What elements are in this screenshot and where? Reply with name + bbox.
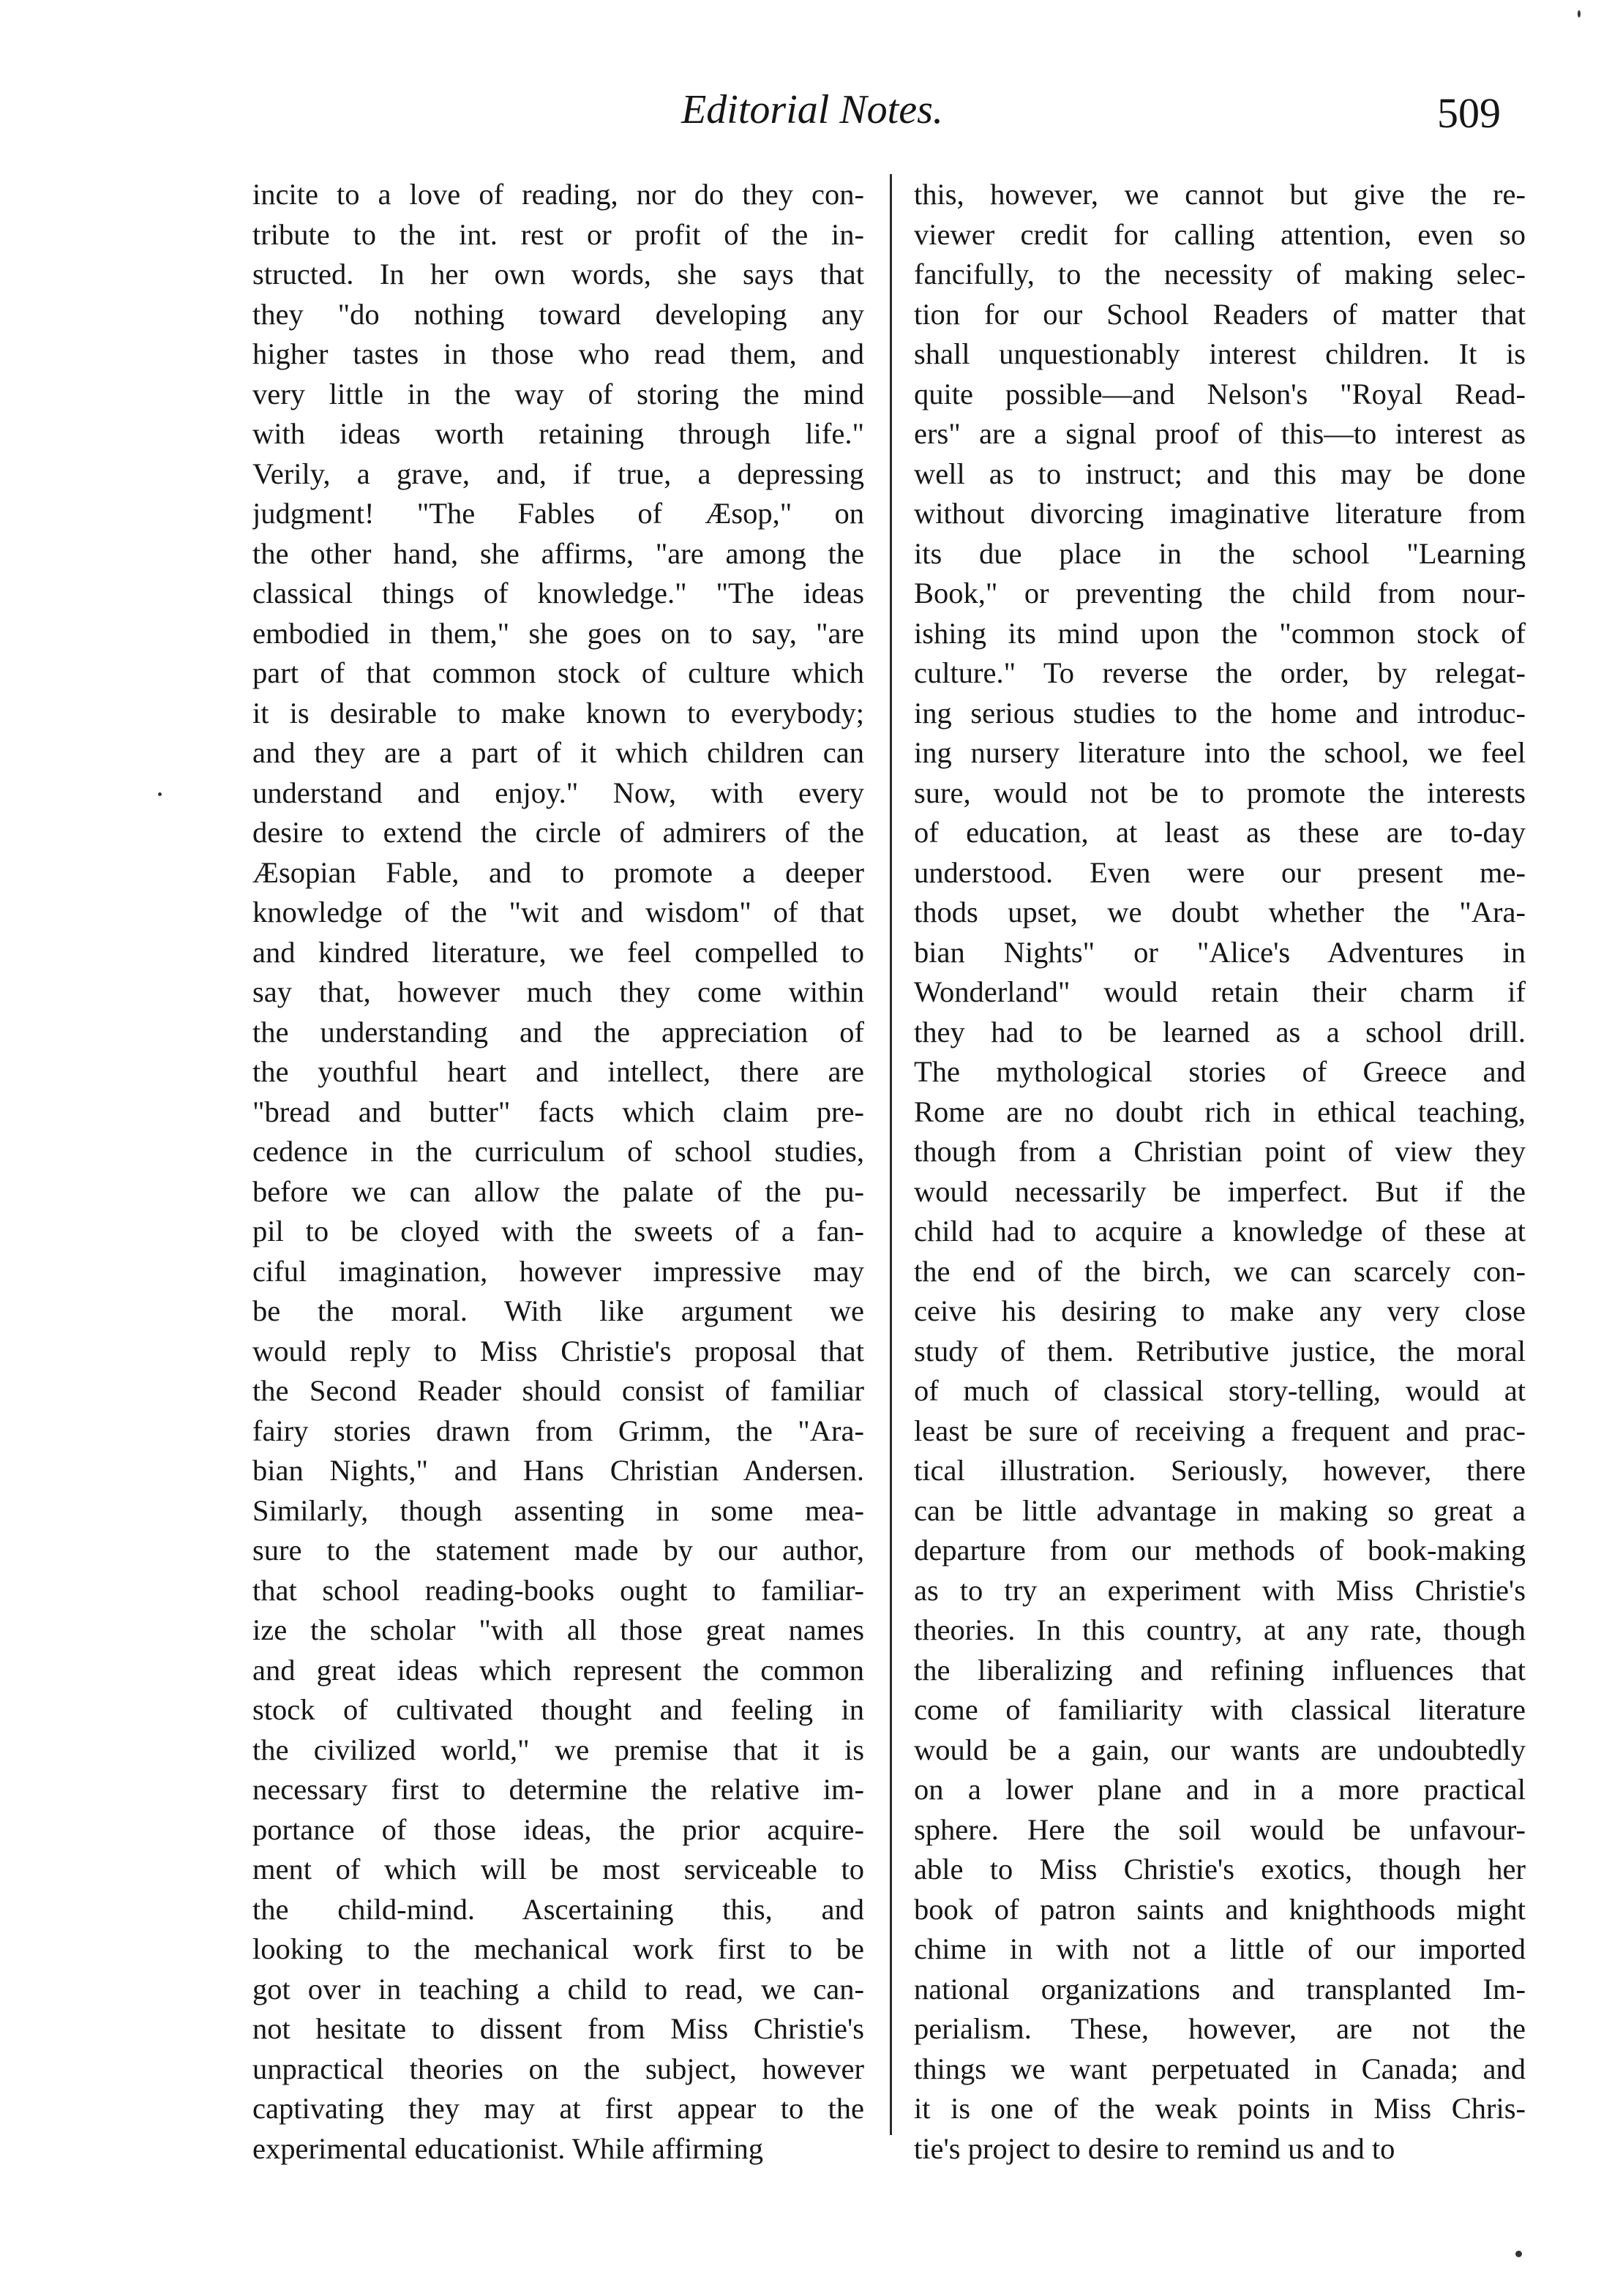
right-column-line: sure, would not be to promote the interests xyxy=(914,776,1526,809)
right-column-line: tical illustration. Seriously, however, there xyxy=(914,1454,1526,1487)
right-column-line: ing nursery literature into the school, we feel xyxy=(914,736,1526,769)
left-column-line: higher tastes in those who read them, and xyxy=(252,337,864,370)
left-column-line: the understanding and the appreciation of xyxy=(252,1015,864,1048)
left-column-line: judgment! "The Fables of Æsop," on xyxy=(252,497,864,530)
left-column-line: they "do nothing toward developing any xyxy=(252,297,864,331)
right-column-line: chime in with not a little of our imported xyxy=(914,1932,1526,1965)
right-column-line: come of familiarity with classical literature xyxy=(914,1693,1526,1726)
left-column-line: would reply to Miss Christie's proposal that xyxy=(252,1334,864,1368)
right-column-line: things we want perpetuated in Canada; and xyxy=(914,2052,1526,2085)
left-column-line: the youthful heart and intellect, there are xyxy=(252,1055,864,1088)
right-column-line: the end of the birch, we can scarcely con- xyxy=(914,1254,1526,1288)
right-column-line: ceive his desiring to make any very close xyxy=(914,1294,1526,1327)
right-column-line: on a lower plane and in a more practical xyxy=(914,1773,1526,1806)
right-column-line: Book," or preventing the child from nour- xyxy=(914,577,1526,609)
right-column-line: would necessarily be imperfect. But if the xyxy=(914,1174,1526,1208)
left-column-line: ize the scholar "with all those great names xyxy=(252,1613,864,1646)
left-column-line: cedence in the curriculum of school studies, xyxy=(252,1135,864,1168)
left-column-line: not hesitate to dissent from Miss Christie's xyxy=(252,2012,864,2045)
left-column-line: the Second Reader should consist of familiar xyxy=(252,1374,864,1407)
right-column-line: culture." To reverse the order, by relegat- xyxy=(914,656,1526,689)
right-column-line: departure from our methods of book-making xyxy=(914,1534,1526,1567)
right-column-line: tie's project to desire to remind us and to xyxy=(914,2131,1395,2165)
right-column-line: they had to be learned as a school drill. xyxy=(914,1015,1526,1048)
left-column-line: with ideas worth retaining through life." xyxy=(252,417,864,450)
left-column-line: structed. In her own words, she says that xyxy=(252,258,864,290)
right-column-line: fancifully, to the necessity of making selec- xyxy=(914,258,1526,290)
right-column-line: of education, at least as these are to-day xyxy=(914,816,1526,849)
left-column-line: got over in teaching a child to read, we can- xyxy=(252,1972,864,2006)
right-column-line: Wonderland" would retain their charm if xyxy=(914,975,1526,1008)
right-column-line: ers" are a signal proof of this—to interest as xyxy=(914,417,1526,450)
left-column-line: necessary first to determine the relative im- xyxy=(252,1773,864,1806)
left-column-line: and great ideas which represent the common xyxy=(252,1653,864,1687)
right-column-line: the liberalizing and refining influences that xyxy=(914,1653,1526,1687)
left-column-line: and they are a part of it which children can xyxy=(252,736,864,769)
left-column-line: classical things of knowledge." "The ideas xyxy=(252,577,864,609)
left-column-line: desire to extend the circle of admirers of the xyxy=(252,816,864,849)
right-column-line: ing serious studies to the home and introduc- xyxy=(914,696,1526,729)
right-column-line: sphere. Here the soil would be unfavour- xyxy=(914,1812,1526,1846)
left-column-line: embodied in them," she goes on to say, "are xyxy=(252,616,864,650)
left-column-line: say that, however much they come within xyxy=(252,975,864,1008)
right-column-line: understood. Even were our present me- xyxy=(914,855,1526,889)
right-column-line: its due place in the school "Learning xyxy=(914,536,1526,570)
left-column-line: knowledge of the "wit and wisdom" of that xyxy=(252,896,864,928)
left-column-line: Similarly, though assenting in some mea- xyxy=(252,1493,864,1527)
left-column-line: tribute to the int. rest or profit of the in- xyxy=(252,217,864,251)
column-divider-rule xyxy=(890,174,892,2135)
right-column-line: perialism. These, however, are not the xyxy=(914,2012,1526,2045)
left-column-line: it is desirable to make known to everybody; xyxy=(252,696,864,729)
right-column-line: theories. In this country, at any rate, though xyxy=(914,1613,1526,1646)
right-column-line: Rome are no doubt rich in ethical teaching, xyxy=(914,1095,1526,1128)
right-column-line: this, however, we cannot but give the re- xyxy=(914,178,1526,211)
page-number: 509 xyxy=(1437,89,1501,137)
left-column-line: Æsopian Fable, and to promote a deeper xyxy=(252,855,864,889)
right-column-line: it is one of the weak points in Miss Chris- xyxy=(914,2092,1526,2125)
left-column-line: captivating they may at first appear to the xyxy=(252,2092,864,2125)
left-column-line: incite to a love of reading, nor do they con- xyxy=(252,178,864,211)
left-column-line: ment of which will be most serviceable to xyxy=(252,1853,864,1886)
right-column-line: as to try an experiment with Miss Christie's xyxy=(914,1573,1526,1607)
left-text-column xyxy=(252,175,864,2169)
right-column-line: ishing its mind upon the "common stock of xyxy=(914,616,1526,650)
left-column-line: the other hand, she affirms, "are among the xyxy=(252,536,864,570)
left-column-line: fairy stories drawn from Grimm, the "Ara- xyxy=(252,1414,864,1447)
print-speck xyxy=(1578,10,1581,18)
left-column-line: the child-mind. Ascertaining this, and xyxy=(252,1892,864,1926)
right-column-line: The mythological stories of Greece and xyxy=(914,1055,1526,1088)
left-column-line: stock of cultivated thought and feeling in xyxy=(252,1693,864,1726)
left-column-line: unpractical theories on the subject, however xyxy=(252,2052,864,2085)
print-speck xyxy=(158,792,162,796)
right-column-line: able to Miss Christie's exotics, though her xyxy=(914,1853,1526,1886)
left-column-line: part of that common stock of culture which xyxy=(252,656,864,689)
left-column-line: ciful imagination, however impressive may xyxy=(252,1254,864,1288)
left-column-line: pil to be cloyed with the sweets of a fan- xyxy=(252,1215,864,1248)
right-column-line: shall unquestionably interest children. It is xyxy=(914,337,1526,370)
right-column-line: though from a Christian point of view they xyxy=(914,1135,1526,1168)
left-column-line: very little in the way of storing the mind xyxy=(252,377,864,410)
left-column-line: that school reading-books ought to familiar- xyxy=(252,1573,864,1607)
print-speck xyxy=(1515,2251,1522,2257)
left-column-line: sure to the statement made by our author, xyxy=(252,1534,864,1567)
left-column-line: understand and enjoy." Now, with every xyxy=(252,776,864,809)
right-column-line: bian Nights" or "Alice's Adventures in xyxy=(914,935,1526,969)
left-column-line: "bread and butter" facts which claim pre- xyxy=(252,1095,864,1128)
right-column-line: without divorcing imaginative literature from xyxy=(914,497,1526,530)
left-column-line: and kindred literature, we feel compelled to xyxy=(252,935,864,969)
right-column-line: thods upset, we doubt whether the "Ara- xyxy=(914,896,1526,928)
right-column-line: book of patron saints and knighthoods might xyxy=(914,1892,1526,1926)
left-column-line: the civilized world," we premise that it is xyxy=(252,1733,864,1766)
left-column-line: experimental educationist. While affirming xyxy=(252,2131,764,2165)
right-column-line: least be sure of receiving a frequent and prac- xyxy=(914,1414,1526,1447)
right-column-line: national organizations and transplanted Im- xyxy=(914,1972,1526,2006)
right-column-line: study of them. Retributive justice, the moral xyxy=(914,1334,1526,1368)
right-column-line: child had to acquire a knowledge of these at xyxy=(914,1215,1526,1248)
right-column-line: would be a gain, our wants are undoubtedly xyxy=(914,1733,1526,1766)
right-column-line: quite possible—and Nelson's "Royal Read- xyxy=(914,377,1526,410)
left-column-line: bian Nights," and Hans Christian Andersen. xyxy=(252,1454,864,1487)
left-column-line: be the moral. With like argument we xyxy=(252,1294,864,1327)
right-column-line: well as to instruct; and this may be done xyxy=(914,457,1526,490)
left-column-line: looking to the mechanical work first to be xyxy=(252,1932,864,1965)
left-column-line: Verily, a grave, and, if true, a depressing xyxy=(252,457,864,490)
right-text-column xyxy=(914,175,1526,2169)
right-column-line: of much of classical story-telling, would at xyxy=(914,1374,1526,1407)
right-column-line: can be little advantage in making so great a xyxy=(914,1493,1526,1527)
right-column-line: tion for our School Readers of matter that xyxy=(914,297,1526,331)
right-column-line: viewer credit for calling attention, even so xyxy=(914,217,1526,251)
left-column-line: before we can allow the palate of the pu- xyxy=(252,1174,864,1208)
left-column-line: portance of those ideas, the prior acquire- xyxy=(252,1812,864,1846)
running-header-title: Editorial Notes. xyxy=(681,87,943,132)
